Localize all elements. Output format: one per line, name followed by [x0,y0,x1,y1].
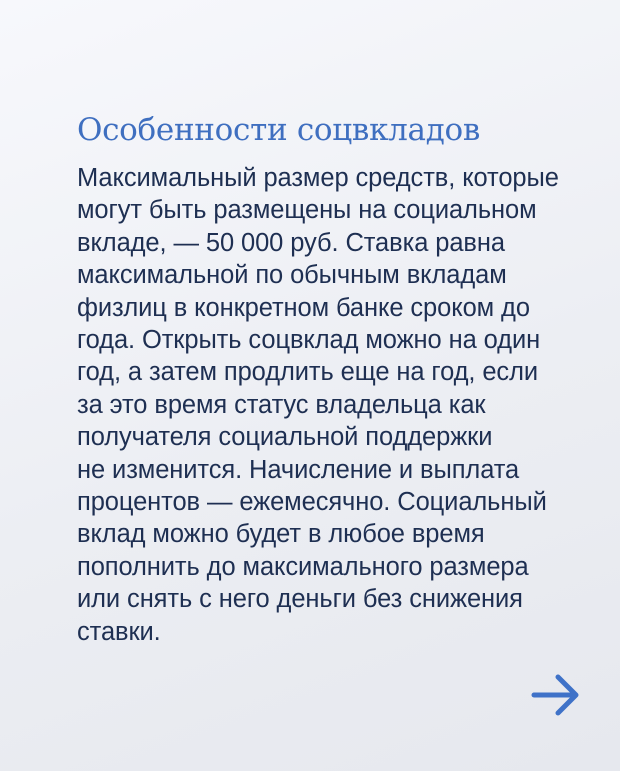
body-line: не изменится. Начисление и выплата [77,455,520,484]
body-line: Максимальный размер средств, которые [77,164,559,192]
body-line: получателя социальной поддержки [77,423,493,452]
body-line: года. Открыть соцвклад можно на один [77,326,541,355]
body-line: год, а затем продлить еще на год, если [77,358,539,387]
body-line: максимальной по обычным вкладам [77,261,507,290]
next-slide-button[interactable] [530,672,582,718]
body-line: физлиц в конкретном банке сроком до [77,293,530,322]
slide-body-text [77,162,597,648]
body-line: пополнить до максимального размера [77,552,529,581]
body-line: могут быть размещены на социальном [77,196,537,225]
slide-title: Особенности соцвкладов [77,112,481,148]
body-line: ставки. [77,617,161,646]
body-line: за это время статус владельца как [77,390,486,419]
body-line: процентов — ежемесячно. Социальный [77,488,547,517]
body-line: вклад можно будет в любое время [77,520,485,549]
body-line: или снять с него деньги без снижения [77,585,523,614]
body-line: вкладе, — 50 000 руб. Ставка равна [77,228,505,257]
arrow-right-icon [530,672,582,718]
